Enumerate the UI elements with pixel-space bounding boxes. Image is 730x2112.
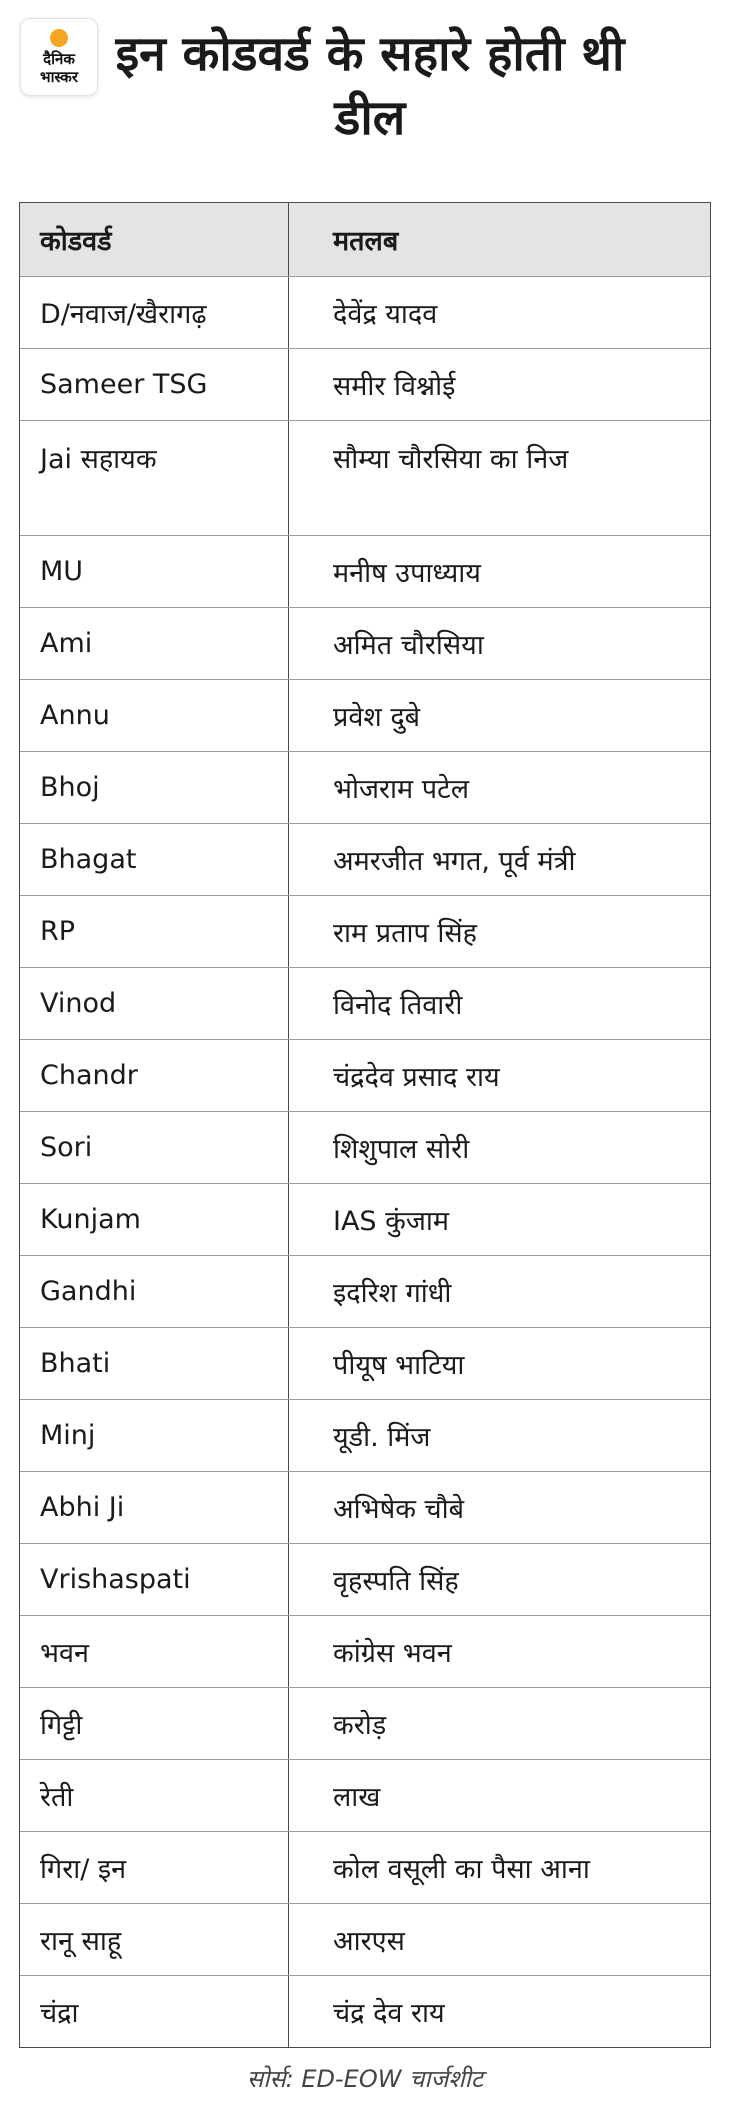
codeword-cell: रानू साहू [20, 1904, 289, 1975]
meaning-cell: प्रवेश दुबे [333, 702, 421, 733]
table-row [20, 1327, 710, 1399]
codeword-cell: RP [20, 896, 289, 967]
table-row [20, 1975, 710, 2047]
codeword-cell: Sameer TSG [20, 349, 289, 420]
codeword-cell: रेती [20, 1760, 289, 1831]
codeword-cell: भवन [20, 1616, 289, 1687]
table-row [20, 1831, 710, 1903]
codeword-cell: Chandr [20, 1040, 289, 1111]
meaning-cell: यूडी. मिंज [333, 1422, 431, 1453]
meaning-cell: वृहस्पति सिंह [333, 1566, 459, 1597]
table-row [20, 823, 710, 895]
table-row [20, 1543, 710, 1615]
table-row [20, 1687, 710, 1759]
codeword-cell: D/नवाज/खैरागढ़ [20, 277, 289, 348]
meaning-cell: कांग्रेस भवन [333, 1638, 452, 1669]
table-row [20, 751, 710, 823]
column-header-meaning: मतलब [333, 226, 399, 257]
meaning-cell: IAS कुंजाम [333, 1206, 450, 1237]
codeword-cell: Abhi Ji [20, 1472, 289, 1543]
meaning-cell: राम प्रताप सिंह [333, 918, 478, 949]
meaning-cell: समीर विश्नोई [333, 371, 456, 402]
meaning-cell: इदरिश गांधी [333, 1278, 452, 1309]
table-row [20, 1111, 710, 1183]
sun-dot-icon [50, 29, 68, 47]
table-row [20, 348, 710, 420]
codeword-cell: चंद्रा [20, 1976, 289, 2047]
codeword-cell: Minj [20, 1400, 289, 1471]
logo-text-line1: दैनिक [43, 50, 75, 68]
page-title: इन कोडवर्ड के सहारे होती थी डील [115, 26, 625, 146]
table-row [20, 1615, 710, 1687]
meaning-cell: शिशुपाल सोरी [333, 1134, 470, 1165]
meaning-cell: कोल वसूली का पैसा आना [333, 1854, 590, 1885]
header [0, 0, 730, 195]
table-row [20, 895, 710, 967]
meaning-cell: विनोद तिवारी [333, 990, 463, 1021]
table-row [20, 420, 710, 535]
codeword-cell: Bhoj [20, 752, 289, 823]
codeword-cell: Vrishaspati [20, 1544, 289, 1615]
dainik-bhaskar-logo [20, 18, 98, 96]
codeword-cell: Kunjam [20, 1184, 289, 1255]
table-row [20, 967, 710, 1039]
table-row [20, 1399, 710, 1471]
table-row [20, 1255, 710, 1327]
codeword-cell: गिट्टी [20, 1688, 289, 1759]
codeword-cell: Jai सहायक [20, 421, 289, 535]
meaning-cell: अमरजीत भगत, पूर्व मंत्री [333, 846, 576, 877]
codeword-cell: गिरा/ इन [20, 1832, 289, 1903]
table-row [20, 1903, 710, 1975]
meaning-cell: देवेंद्र यादव [333, 299, 438, 330]
meaning-cell: करोड़ [333, 1710, 387, 1741]
codeword-cell: Annu [20, 680, 289, 751]
table-row [20, 1471, 710, 1543]
codeword-cell: MU [20, 536, 289, 607]
logo-text-line2: भास्कर [40, 68, 78, 86]
meaning-cell: आरएस [333, 1926, 405, 1957]
meaning-cell: मनीष उपाध्याय [333, 558, 481, 589]
codeword-cell: Sori [20, 1112, 289, 1183]
codeword-cell: Ami [20, 608, 289, 679]
table-row [20, 535, 710, 607]
meaning-cell: सौम्या चौरसिया का निज [333, 444, 569, 475]
meaning-cell: चंद्रदेव प्रसाद राय [333, 1062, 500, 1093]
meaning-cell: अभिषेक चौबे [333, 1494, 465, 1525]
meaning-cell: लाख [333, 1782, 381, 1813]
source-note: सोर्स: ED-EOW चार्जशीट [247, 2065, 483, 2093]
table-row [20, 679, 710, 751]
meaning-cell: भोजराम पटेल [333, 774, 470, 805]
table-row [20, 1759, 710, 1831]
meaning-cell: चंद्र देव राय [333, 1998, 445, 2029]
codeword-table [19, 202, 711, 2048]
meaning-cell: पीयूष भाटिया [333, 1350, 465, 1381]
table-row [20, 276, 710, 348]
codeword-cell: Gandhi [20, 1256, 289, 1327]
table-header-row [20, 203, 710, 276]
table-row [20, 1039, 710, 1111]
codeword-cell: Vinod [20, 968, 289, 1039]
column-header-codeword: कोडवर्ड [20, 203, 289, 276]
meaning-cell: अमित चौरसिया [333, 630, 484, 661]
codeword-cell: Bhagat [20, 824, 289, 895]
table-row [20, 1183, 710, 1255]
table-row [20, 607, 710, 679]
codeword-cell: Bhati [20, 1328, 289, 1399]
